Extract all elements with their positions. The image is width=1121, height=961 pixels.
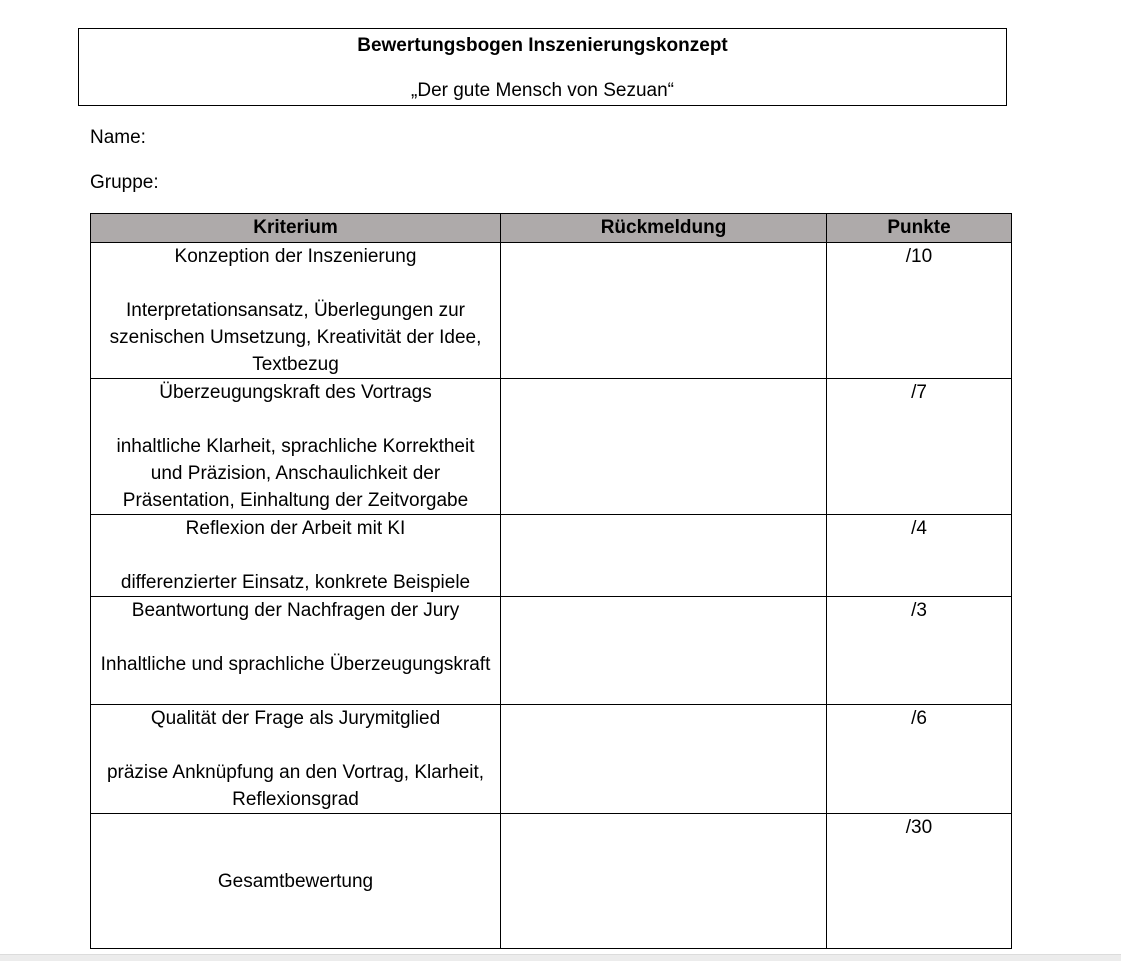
points-cell[interactable]: /6: [827, 705, 1012, 814]
feedback-cell[interactable]: [501, 597, 827, 705]
feedback-cell[interactable]: [501, 379, 827, 515]
total-criterion-cell[interactable]: Gesamtbewertung: [91, 814, 501, 949]
table-header-row: [91, 214, 1012, 243]
points-cell[interactable]: /3: [827, 597, 1012, 705]
column-header-points: Punkte: [827, 214, 1012, 243]
criterion-cell[interactable]: [91, 597, 501, 705]
table-row: [91, 597, 1012, 705]
table-row: [91, 243, 1012, 379]
points-cell[interactable]: /10: [827, 243, 1012, 379]
document-subtitle[interactable]: „Der gute Mensch von Sezuan“: [411, 80, 674, 101]
criterion-title: Konzeption der Inszenierung: [174, 246, 417, 267]
total-points-cell[interactable]: /30: [827, 814, 1012, 949]
column-header-feedback: Rückmeldung: [501, 214, 827, 243]
name-field-label[interactable]: Name:: [90, 127, 146, 148]
criterion-cell[interactable]: [91, 515, 501, 597]
feedback-cell[interactable]: [501, 705, 827, 814]
criterion-cell[interactable]: [91, 379, 501, 515]
criterion-details: inhaltliche Klarheit, sprachliche Korrektheit und Präzision, Anschaulichkeit der Präsentation, Einhaltung der Zeitvorgabe: [116, 436, 475, 511]
column-header-criterion: Kriterium: [91, 214, 501, 243]
horizontal-scrollbar[interactable]: [0, 954, 1121, 961]
criterion-title: Beantwortung der Nachfragen der Jury: [131, 600, 460, 621]
total-row: [91, 814, 1012, 949]
document-title[interactable]: Bewertungsbogen Inszenierungskonzept: [357, 35, 728, 56]
criterion-details: differenzierter Einsatz, konkrete Beispiele: [120, 572, 471, 593]
criterion-details: Inhaltliche und sprachliche Überzeugungskraft: [100, 654, 491, 675]
table-row: [91, 379, 1012, 515]
criterion-details: Interpretationsansatz, Überlegungen zur szenischen Umsetzung, Kreativität der Idee, Textbezug: [109, 300, 482, 375]
criterion-cell[interactable]: [91, 243, 501, 379]
criterion-cell[interactable]: [91, 705, 501, 814]
table-row: [91, 705, 1012, 814]
evaluation-table: [90, 213, 1012, 949]
title-box: [78, 28, 1007, 106]
group-field-label[interactable]: Gruppe:: [90, 172, 159, 193]
points-cell[interactable]: /4: [827, 515, 1012, 597]
criterion-title: Überzeugungskraft des Vortrags: [159, 382, 432, 403]
points-cell[interactable]: /7: [827, 379, 1012, 515]
criterion-details: präzise Anknüpfung an den Vortrag, Klarheit, Reflexionsgrad: [106, 762, 485, 810]
feedback-cell[interactable]: [501, 515, 827, 597]
feedback-cell[interactable]: [501, 243, 827, 379]
criterion-title: Qualität der Frage als Jurymitglied: [150, 708, 441, 729]
table-row: [91, 515, 1012, 597]
criterion-title: Reflexion der Arbeit mit KI: [185, 518, 406, 539]
total-feedback-cell[interactable]: [501, 814, 827, 949]
